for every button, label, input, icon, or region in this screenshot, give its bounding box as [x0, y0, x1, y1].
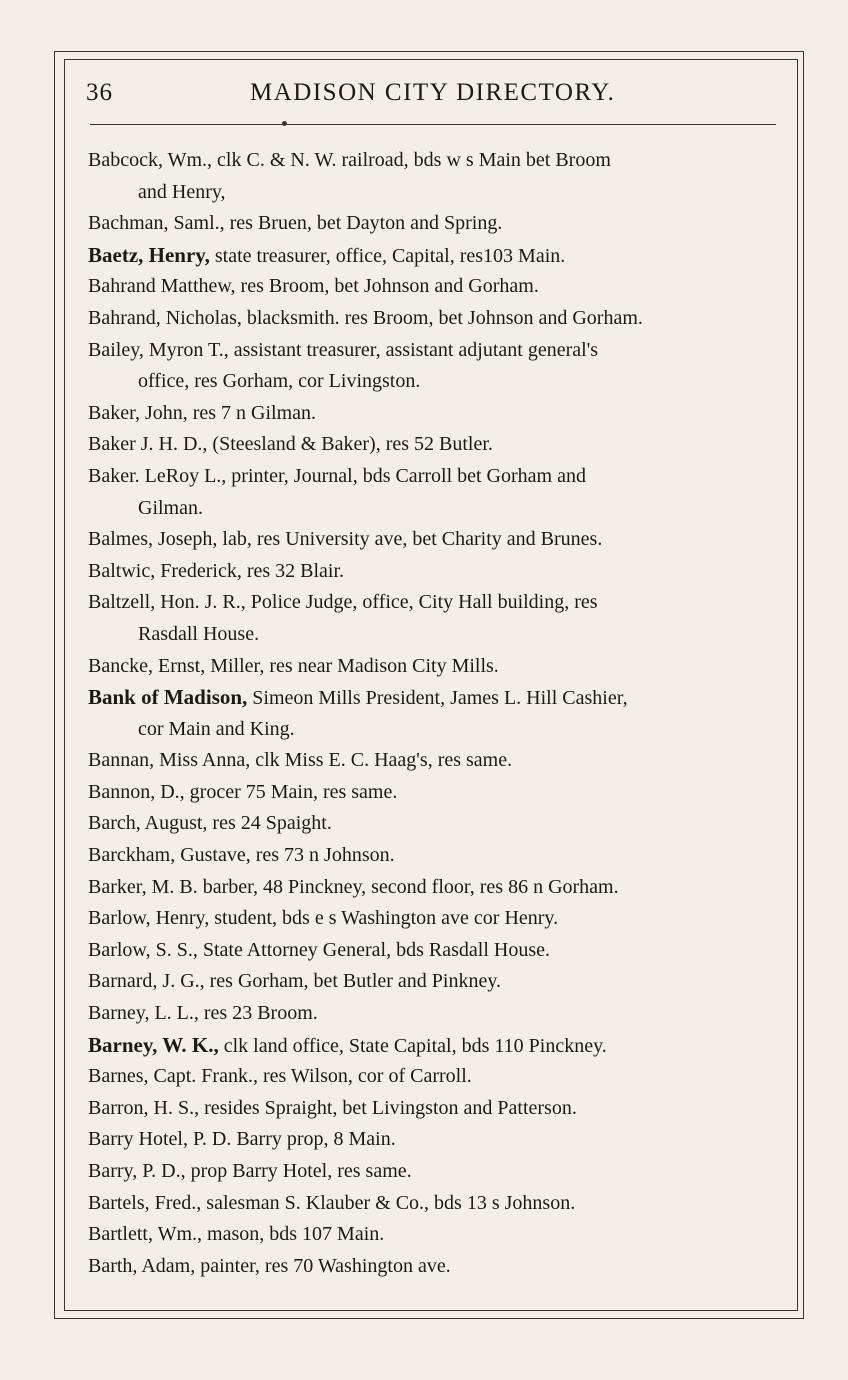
directory-entry — [88, 240, 778, 272]
directory-entry — [88, 303, 778, 335]
page-title: MADISON CITY DIRECTORY. — [250, 79, 616, 106]
directory-entry — [88, 808, 778, 840]
directory-entry — [88, 777, 778, 809]
directory-entry-continuation — [88, 493, 778, 525]
directory-entry-continuation — [88, 619, 778, 651]
directory-entry-continuation — [88, 366, 778, 398]
entry-text: Baker. LeRoy L., printer, Journal, bds Carroll bet Gorham and — [88, 464, 586, 487]
directory-entry — [88, 935, 778, 967]
entry-text: Simeon Mills President, James L. Hill Cashier, — [247, 687, 628, 710]
entry-text: Bartlett, Wm., mason, bds 107 Main. — [88, 1223, 385, 1246]
entry-text: Bailey, Myron T., assistant treasurer, assistant adjutant general's — [88, 338, 599, 361]
entry-text: Barch, August, res 24 Spaight. — [88, 812, 332, 835]
directory-entry — [88, 966, 778, 998]
directory-entry — [88, 651, 778, 683]
directory-entry — [88, 271, 778, 303]
entry-text: clk land office, State Capital, bds 110 Pinckney. — [218, 1034, 607, 1057]
entry-text: Barry, P. D., prop Barry Hotel, res same. — [88, 1160, 412, 1182]
directory-entries — [88, 145, 778, 1282]
entry-text: Barry Hotel, P. D. Barry prop, 8 Main. — [88, 1128, 396, 1151]
entry-text: Barth, Adam, painter, res 70 Washington ave. — [88, 1254, 451, 1277]
directory-entry — [88, 1188, 778, 1220]
entry-text: Barron, H. S., resides Spraight, bet Livingston and Patterson. — [88, 1096, 577, 1119]
directory-entry — [88, 208, 778, 240]
entry-text: Barlow, S. S., State Attorney General, bds Rasdall House. — [88, 938, 550, 961]
entry-text: Barker, M. B. barber, 48 Pinckney, second floor, res 86 n Gorham. — [88, 875, 619, 898]
directory-entry — [88, 1030, 778, 1062]
directory-entry — [88, 682, 778, 714]
directory-entry — [88, 398, 778, 430]
directory-entry-continuation — [88, 714, 778, 746]
entry-text: office, res Gorham, cor Livingston. — [138, 370, 421, 393]
entry-text: Bannan, Miss Anna, clk Miss E. C. Haag's, res same. — [88, 749, 513, 772]
entry-text: Bartels, Fred., salesman S. Klauber & Co., bds 13 s Johnson. — [88, 1191, 576, 1214]
entry-text: Barlow, Henry, student, bds e s Washington ave cor Henry. — [88, 907, 559, 930]
directory-entry — [88, 556, 778, 588]
directory-entry — [88, 1093, 778, 1125]
entry-text: Babcock, Wm., clk C. & N. W. railroad, bds w s Main bet Broom — [88, 149, 611, 171]
page-number: 36 — [86, 79, 113, 106]
directory-entry — [88, 745, 778, 777]
entry-text: Baltwic, Frederick, res 32 Blair. — [88, 559, 345, 582]
entry-name-bold: Bank of Madison, — [88, 685, 248, 710]
entry-text: Barckham, Gustave, res 73 n Johnson. — [88, 844, 395, 867]
directory-entry — [88, 335, 778, 367]
directory-entry — [88, 840, 778, 872]
entry-text: Rasdall House. — [138, 622, 260, 645]
entry-text: and Henry, — [138, 180, 226, 203]
entry-text: Baker, John, res 7 n Gilman. — [88, 401, 317, 424]
directory-entry — [88, 872, 778, 904]
directory-entry — [88, 524, 778, 556]
directory-entry — [88, 1219, 778, 1251]
entry-text: cor Main and King. — [138, 717, 295, 740]
header-divider — [90, 124, 776, 125]
entry-text: Bahrand Matthew, res Broom, bet Johnson and Gorham. — [88, 275, 539, 298]
directory-entry — [88, 145, 778, 177]
entry-text: Bahrand, Nicholas, blacksmith. res Broom, bet Johnson and Gorham. — [88, 306, 643, 329]
entry-text: Barnard, J. G., res Gorham, bet Butler and Pinkney. — [88, 970, 502, 993]
entry-text: state treasurer, office, Capital, res103 Main. — [209, 244, 566, 267]
directory-entry — [88, 1061, 778, 1093]
entry-text: Baker J. H. D., (Steesland & Baker), res 52 Butler. — [88, 433, 493, 456]
directory-entry — [88, 1156, 778, 1188]
directory-entry — [88, 461, 778, 493]
entry-text: Baltzell, Hon. J. R., Police Judge, office, City Hall building, res — [88, 591, 598, 614]
entry-name-bold: Barney, W. K., — [88, 1032, 219, 1057]
entry-name-bold: Baetz, Henry, — [88, 242, 210, 267]
entry-text: Barnes, Capt. Frank., res Wilson, cor of Carroll. — [88, 1065, 472, 1088]
header-divider-mark — [282, 121, 287, 126]
entry-text: Balmes, Joseph, lab, res University ave, bet Charity and Brunes. — [88, 528, 603, 551]
entry-text: Barney, L. L., res 23 Broom. — [88, 1002, 318, 1025]
directory-entry — [88, 429, 778, 461]
directory-entry-continuation — [88, 177, 778, 209]
entry-text: Gilman. — [138, 496, 203, 519]
directory-entry — [88, 587, 778, 619]
directory-entry — [88, 1124, 778, 1156]
entry-text: Bannon, D., grocer 75 Main, res same. — [88, 780, 398, 803]
entry-text: Bancke, Ernst, Miller, res near Madison City Mills. — [88, 654, 499, 677]
directory-entry — [88, 903, 778, 935]
directory-entry — [88, 998, 778, 1030]
directory-entry — [88, 1251, 778, 1283]
entry-text: Bachman, Saml., res Bruen, bet Dayton and Spring. — [88, 212, 503, 235]
